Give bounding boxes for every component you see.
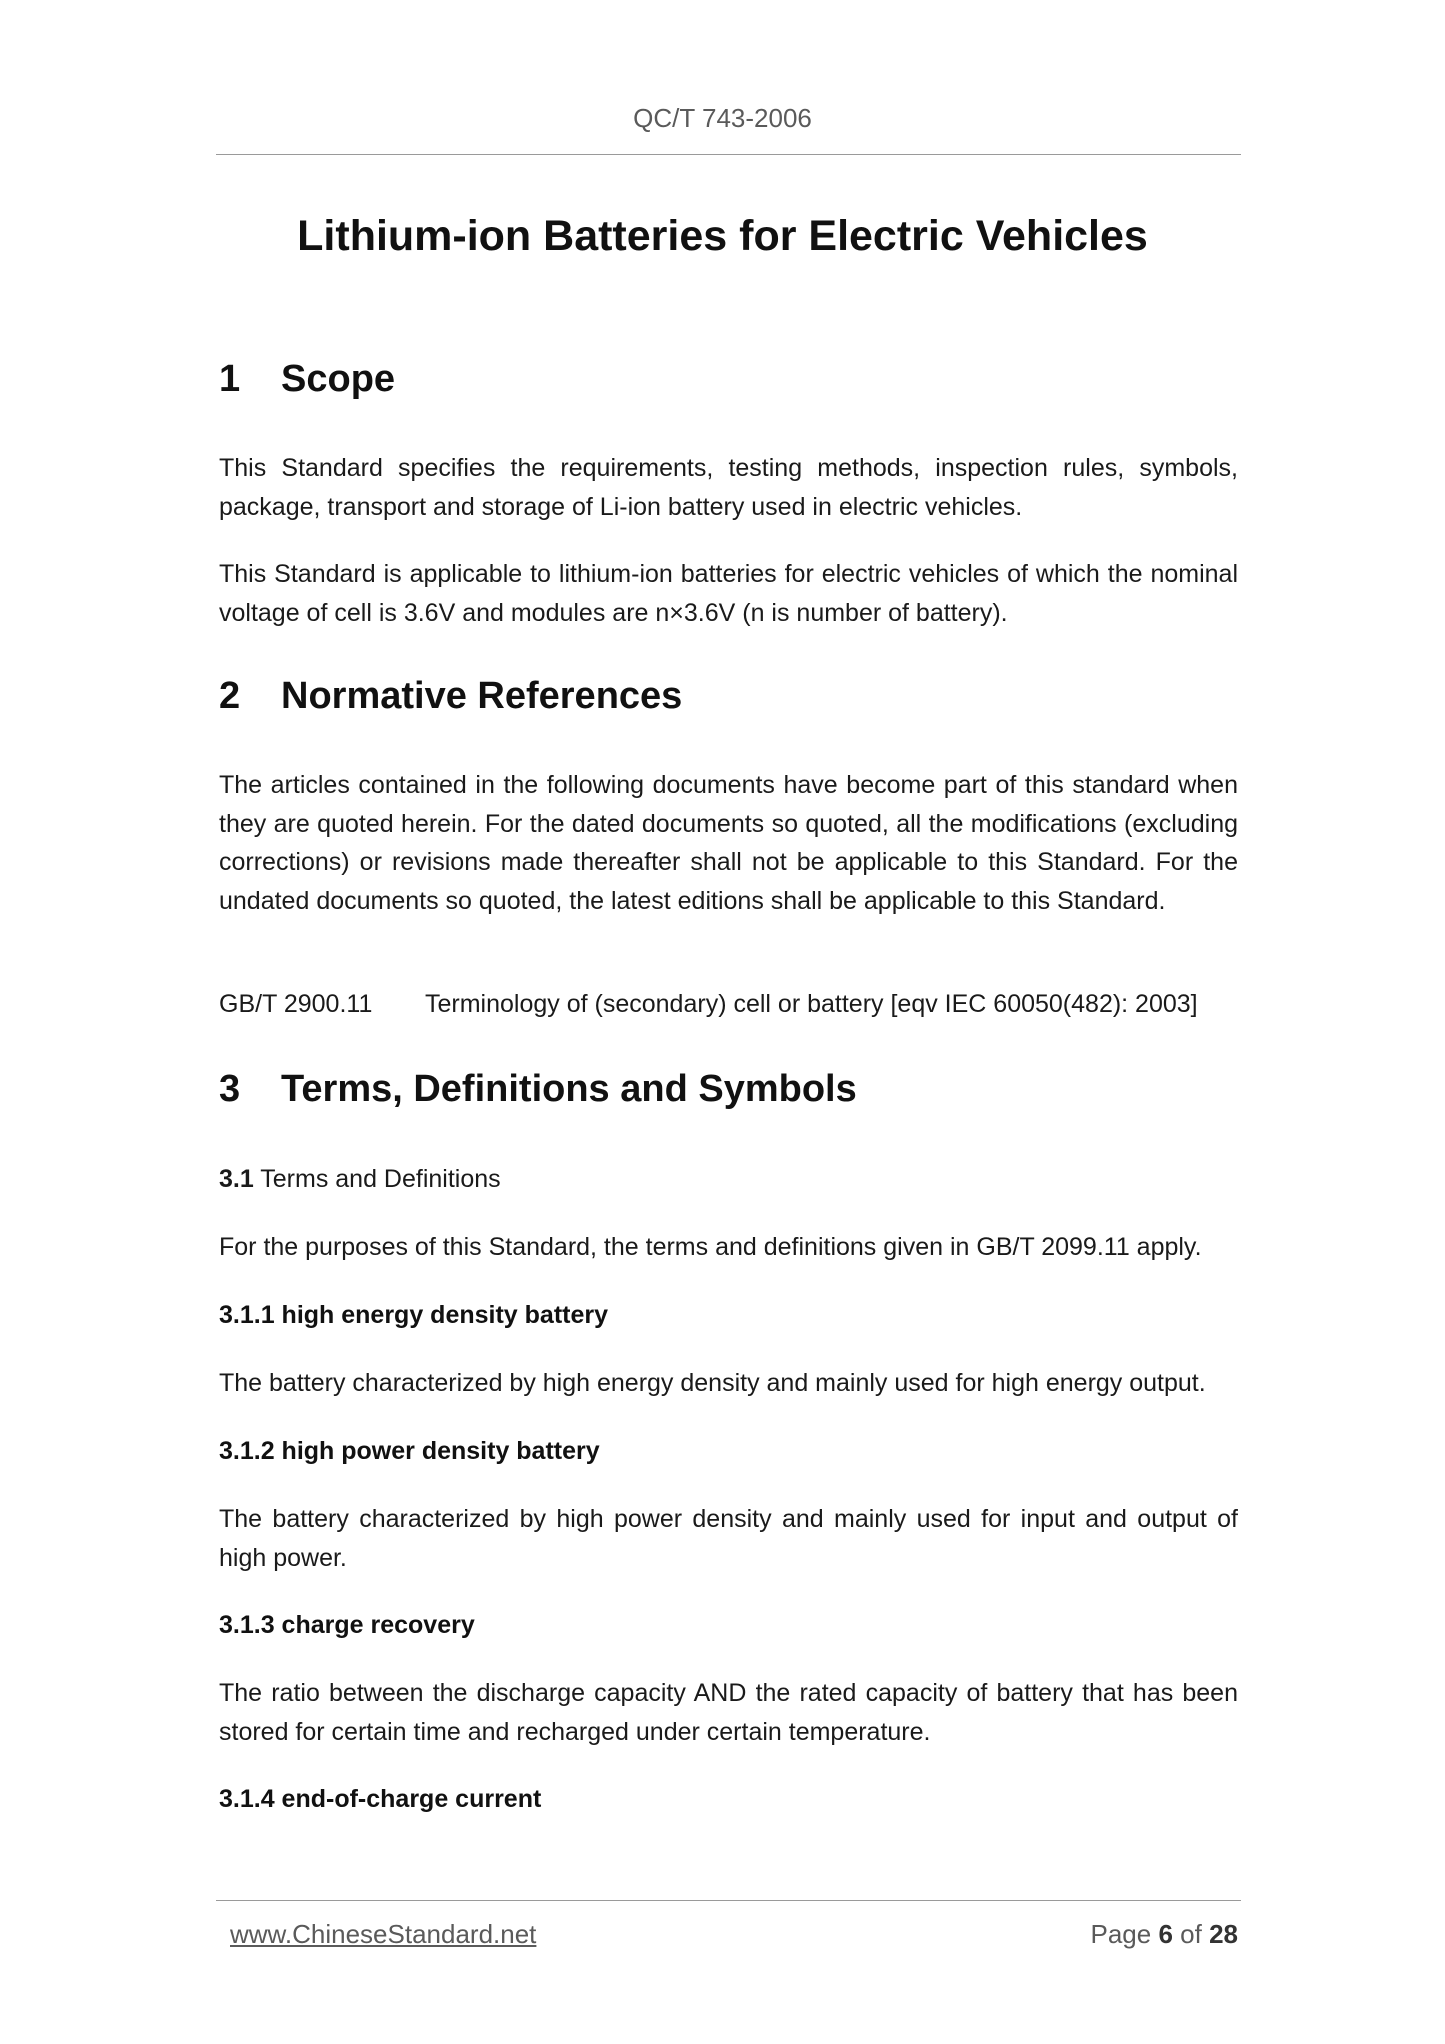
reference-code: GB/T 2900.11 [219,990,373,1018]
subsection-number: 3.1 [219,1165,254,1193]
header-divider [216,154,1241,155]
section-heading-normative-references [219,675,682,718]
section-number: 1 [219,358,241,400]
reference-title: Terminology of (secondary) cell or battery [eqv IEC 60050(482): 2003] [425,990,1198,1018]
term-heading-3-1-2: 3.1.2 high power density battery [219,1437,600,1465]
term-definition-3-1-2: The battery characterized by high power density and mainly used for input and output of high power. [219,1505,1238,1572]
normative-paragraph: The articles contained in the following documents have become part of this standard when they are quoted herein. For the dated documents so quoted, all the modifications (excluding corrections) or revisions made thereafter shall not be applicable to this Standard. For the undated documents so quoted, the latest editions shall be applicable to this Standard. [219,771,1238,915]
page-word: Page [1090,1919,1152,1949]
section-number: 2 [219,675,241,717]
section-heading-terms [219,1068,857,1111]
website-link[interactable]: www.ChineseStandard.net [230,1919,537,1949]
term-definition-3-1-1: The battery characterized by high energy density and mainly used for high energy output. [219,1369,1206,1397]
page-of: of [1180,1919,1202,1949]
term-definition-3-1-3: The ratio between the discharge capacity AND the rated capacity of battery that has been stored for certain time and recharged under certain temperature. [219,1679,1238,1746]
terms-intro: For the purposes of this Standard, the terms and definitions given in GB/T 2099.11 apply. [219,1233,1202,1261]
document-title: Lithium-ion Batteries for Electric Vehicles [297,212,1148,260]
section-title: Scope [281,358,396,400]
term-heading-3-1-1: 3.1.1 high energy density battery [219,1301,609,1329]
page-indicator [1085,1919,1238,1950]
reference-entry [219,985,1198,1024]
page-total: 28 [1209,1919,1238,1949]
section-title: Normative References [281,675,683,717]
subsection-heading-3-1 [219,1160,501,1199]
scope-paragraph-1: This Standard specifies the requirements, testing methods, inspection rules, symbols, package, transport and storage of Li-ion battery used in electric vehicles. [219,454,1238,521]
subsection-title: Terms and Definitions [260,1165,501,1193]
section-heading-scope [219,358,395,401]
footer-divider [216,1900,1241,1901]
section-number: 3 [219,1068,241,1110]
section-title: Terms, Definitions and Symbols [281,1068,857,1110]
scope-paragraph-2: This Standard is applicable to lithium-ion batteries for electric vehicles of which the nominal voltage of cell is 3.6V and modules are n×3.6V (n is number of battery). [219,560,1238,627]
page-current: 6 [1158,1919,1173,1949]
term-heading-3-1-4: 3.1.4 end-of-charge current [219,1785,542,1813]
header-standard-code: QC/T 743-2006 [633,103,812,133]
term-heading-3-1-3: 3.1.3 charge recovery [219,1611,475,1639]
